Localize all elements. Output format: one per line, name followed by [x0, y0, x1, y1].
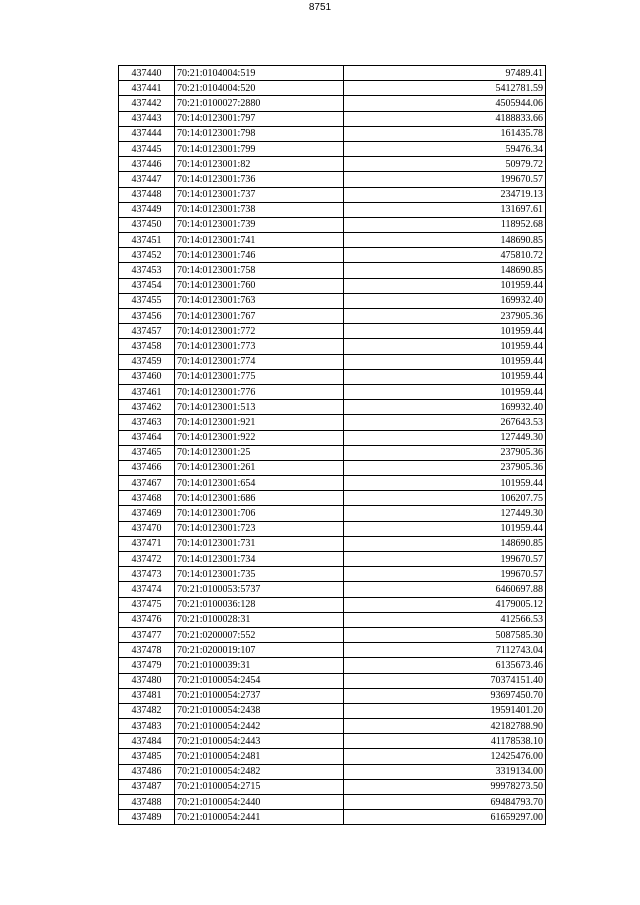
row-number-cell: 437465: [119, 445, 175, 460]
table-row: [119, 552, 546, 567]
row-number-cell: 437476: [119, 612, 175, 627]
cadastral-value-cell: 199670.57: [344, 552, 546, 567]
cadastral-number-cell: 70:21:0100054:2441: [175, 810, 344, 825]
row-number-cell: 437475: [119, 597, 175, 612]
table-row: [119, 506, 546, 521]
row-number-cell: 437470: [119, 521, 175, 536]
row-number-cell: 437440: [119, 66, 175, 81]
cadastral-number-cell: 70:21:0100053:5737: [175, 582, 344, 597]
table-row: [119, 460, 546, 475]
cadastral-value-cell: 19591401.20: [344, 703, 546, 718]
table-row: [119, 658, 546, 673]
cadastral-value-cell: 148690.85: [344, 233, 546, 248]
row-number-cell: 437478: [119, 643, 175, 658]
row-number-cell: 437488: [119, 795, 175, 810]
cadastral-value-cell: 127449.30: [344, 430, 546, 445]
row-number-cell: 437486: [119, 764, 175, 779]
row-number-cell: 437468: [119, 491, 175, 506]
row-number-cell: 437464: [119, 430, 175, 445]
row-number-cell: 437462: [119, 400, 175, 415]
cadastral-number-cell: 70:21:0100054:2443: [175, 734, 344, 749]
row-number-cell: 437448: [119, 187, 175, 202]
table-row: [119, 233, 546, 248]
cadastral-value-cell: 6460697.88: [344, 582, 546, 597]
cadastral-number-cell: 70:14:0123001:734: [175, 552, 344, 567]
row-number-cell: 437489: [119, 810, 175, 825]
cadastral-number-cell: 70:21:0104004:520: [175, 81, 344, 96]
row-number-cell: 437471: [119, 536, 175, 551]
table-row: [119, 324, 546, 339]
table-row: [119, 157, 546, 172]
table-row: [119, 673, 546, 688]
cadastral-number-cell: 70:21:0100054:2440: [175, 795, 344, 810]
cadastral-number-cell: 70:21:0100036:128: [175, 597, 344, 612]
cadastral-value-cell: 127449.30: [344, 506, 546, 521]
row-number-cell: 437479: [119, 658, 175, 673]
cadastral-number-cell: 70:14:0123001:731: [175, 536, 344, 551]
cadastral-number-cell: 70:14:0123001:25: [175, 445, 344, 460]
row-number-cell: 437451: [119, 233, 175, 248]
cadastral-value-cell: 7112743.04: [344, 643, 546, 658]
cadastral-number-cell: 70:21:0200019:107: [175, 643, 344, 658]
row-number-cell: 437453: [119, 263, 175, 278]
row-number-cell: 437450: [119, 217, 175, 232]
table-row: [119, 445, 546, 460]
cadastral-number-cell: 70:14:0123001:738: [175, 202, 344, 217]
cadastral-value-cell: 5087585.30: [344, 627, 546, 642]
cadastral-number-cell: 70:14:0123001:763: [175, 293, 344, 308]
row-number-cell: 437481: [119, 688, 175, 703]
table-row: [119, 567, 546, 582]
table-row: [119, 263, 546, 278]
row-number-cell: 437467: [119, 476, 175, 491]
table-row: [119, 688, 546, 703]
cadastral-value-cell: 5412781.59: [344, 81, 546, 96]
table-row: [119, 521, 546, 536]
table-body: [119, 66, 546, 825]
row-number-cell: 437454: [119, 278, 175, 293]
table-row: [119, 719, 546, 734]
cadastral-number-cell: 70:21:0100054:2438: [175, 703, 344, 718]
cadastral-number-cell: 70:14:0123001:723: [175, 521, 344, 536]
cadastral-number-cell: 70:14:0123001:922: [175, 430, 344, 445]
cadastral-number-cell: 70:14:0123001:513: [175, 400, 344, 415]
cadastral-value-cell: 4188833.66: [344, 111, 546, 126]
cadastral-number-cell: 70:14:0123001:772: [175, 324, 344, 339]
table-row: [119, 476, 546, 491]
cadastral-value-cell: 41178538.10: [344, 734, 546, 749]
table-row: [119, 627, 546, 642]
table-row: [119, 66, 546, 81]
row-number-cell: 437463: [119, 415, 175, 430]
table-row: [119, 81, 546, 96]
cadastral-number-cell: 70:14:0123001:82: [175, 157, 344, 172]
cadastral-number-cell: 70:14:0123001:686: [175, 491, 344, 506]
table-row: [119, 354, 546, 369]
cadastral-number-cell: 70:14:0123001:746: [175, 248, 344, 263]
row-number-cell: 437447: [119, 172, 175, 187]
cadastral-value-cell: 237905.36: [344, 445, 546, 460]
cadastral-value-cell: 61659297.00: [344, 810, 546, 825]
cadastral-value-cell: 99978273.50: [344, 779, 546, 794]
table-row: [119, 217, 546, 232]
cadastral-number-cell: 70:14:0123001:654: [175, 476, 344, 491]
table-row: [119, 141, 546, 156]
cadastral-value-cell: 42182788.90: [344, 719, 546, 734]
row-number-cell: 437480: [119, 673, 175, 688]
table-row: [119, 172, 546, 187]
cadastral-number-cell: 70:21:0100054:2482: [175, 764, 344, 779]
row-number-cell: 437442: [119, 96, 175, 111]
row-number-cell: 437446: [119, 157, 175, 172]
row-number-cell: 437455: [119, 293, 175, 308]
table-row: [119, 734, 546, 749]
cadastral-number-cell: 70:14:0123001:799: [175, 141, 344, 156]
cadastral-number-cell: 70:14:0123001:741: [175, 233, 344, 248]
cadastral-value-cell: 59476.34: [344, 141, 546, 156]
cadastral-value-cell: 101959.44: [344, 324, 546, 339]
cadastral-value-cell: 101959.44: [344, 521, 546, 536]
cadastral-number-cell: 70:21:0100039:31: [175, 658, 344, 673]
cadastral-value-cell: 50979.72: [344, 157, 546, 172]
cadastral-value-cell: 148690.85: [344, 536, 546, 551]
table-row: [119, 810, 546, 825]
row-number-cell: 437460: [119, 369, 175, 384]
table-row: [119, 612, 546, 627]
cadastral-number-cell: 70:21:0100027:2880: [175, 96, 344, 111]
table-row: [119, 597, 546, 612]
table-row: [119, 795, 546, 810]
cadastral-value-cell: 118952.68: [344, 217, 546, 232]
cadastral-number-cell: 70:14:0123001:736: [175, 172, 344, 187]
row-number-cell: 437474: [119, 582, 175, 597]
cadastral-value-cell: 4179005.12: [344, 597, 546, 612]
cadastral-number-cell: 70:14:0123001:735: [175, 567, 344, 582]
table-row: [119, 491, 546, 506]
table-row: [119, 764, 546, 779]
table-row: [119, 309, 546, 324]
cadastral-value-cell: 131697.61: [344, 202, 546, 217]
cadastral-value-cell: 101959.44: [344, 354, 546, 369]
cadastral-value-cell: 93697450.70: [344, 688, 546, 703]
cadastral-number-cell: 70:14:0123001:261: [175, 460, 344, 475]
cadastral-value-cell: 169932.40: [344, 293, 546, 308]
cadastral-number-cell: 70:14:0123001:773: [175, 339, 344, 354]
cadastral-number-cell: 70:21:0100054:2481: [175, 749, 344, 764]
row-number-cell: 437445: [119, 141, 175, 156]
cadastral-value-cell: 412566.53: [344, 612, 546, 627]
cadastral-number-cell: 70:14:0123001:774: [175, 354, 344, 369]
table-row: [119, 430, 546, 445]
row-number-cell: 437444: [119, 126, 175, 141]
row-number-cell: 437443: [119, 111, 175, 126]
cadastral-value-cell: 3319134.00: [344, 764, 546, 779]
table-row: [119, 202, 546, 217]
cadastral-value-cell: 101959.44: [344, 278, 546, 293]
row-number-cell: 437473: [119, 567, 175, 582]
row-number-cell: 437472: [119, 552, 175, 567]
cadastral-number-cell: 70:14:0123001:739: [175, 217, 344, 232]
cadastral-value-cell: 106207.75: [344, 491, 546, 506]
table-row: [119, 126, 546, 141]
cadastral-number-cell: 70:14:0123001:775: [175, 369, 344, 384]
row-number-cell: 437461: [119, 384, 175, 399]
table-row: [119, 111, 546, 126]
row-number-cell: 437482: [119, 703, 175, 718]
cadastral-value-cell: 69484793.70: [344, 795, 546, 810]
cadastral-value-cell: 148690.85: [344, 263, 546, 278]
cadastral-value-cell: 101959.44: [344, 369, 546, 384]
cadastral-value-cell: 97489.41: [344, 66, 546, 81]
row-number-cell: 437485: [119, 749, 175, 764]
cadastral-number-cell: 70:21:0100054:2715: [175, 779, 344, 794]
cadastral-number-cell: 70:21:0100054:2454: [175, 673, 344, 688]
cadastral-value-cell: 101959.44: [344, 476, 546, 491]
cadastral-value-cell: 101959.44: [344, 384, 546, 399]
table-row: [119, 400, 546, 415]
cadastral-number-cell: 70:21:0100054:2442: [175, 719, 344, 734]
cadastral-value-cell: 199670.57: [344, 172, 546, 187]
cadastral-number-cell: 70:21:0100054:2737: [175, 688, 344, 703]
table-row: [119, 248, 546, 263]
cadastral-number-cell: 70:14:0123001:706: [175, 506, 344, 521]
row-number-cell: 437458: [119, 339, 175, 354]
table-row: [119, 415, 546, 430]
table-row: [119, 187, 546, 202]
row-number-cell: 437449: [119, 202, 175, 217]
cadastral-value-cell: 267643.53: [344, 415, 546, 430]
cadastral-value-cell: 161435.78: [344, 126, 546, 141]
table-row: [119, 293, 546, 308]
cadastral-number-cell: 70:14:0123001:797: [175, 111, 344, 126]
row-number-cell: 437457: [119, 324, 175, 339]
cadastral-value-cell: 12425476.00: [344, 749, 546, 764]
row-number-cell: 437441: [119, 81, 175, 96]
table-row: [119, 749, 546, 764]
table-row: [119, 96, 546, 111]
row-number-cell: 437487: [119, 779, 175, 794]
row-number-cell: 437456: [119, 309, 175, 324]
cadastral-value-cell: 4505944.06: [344, 96, 546, 111]
cadastral-value-table: [118, 65, 546, 825]
row-number-cell: 437452: [119, 248, 175, 263]
table-row: [119, 369, 546, 384]
row-number-cell: 437466: [119, 460, 175, 475]
cadastral-value-cell: 169932.40: [344, 400, 546, 415]
cadastral-number-cell: 70:21:0100028:31: [175, 612, 344, 627]
table-row: [119, 703, 546, 718]
table-row: [119, 582, 546, 597]
cadastral-value-cell: 234719.13: [344, 187, 546, 202]
row-number-cell: 437483: [119, 719, 175, 734]
cadastral-value-cell: 6135673.46: [344, 658, 546, 673]
cadastral-number-cell: 70:21:0200007:552: [175, 627, 344, 642]
row-number-cell: 437477: [119, 627, 175, 642]
cadastral-value-cell: 237905.36: [344, 460, 546, 475]
row-number-cell: 437459: [119, 354, 175, 369]
row-number-cell: 437484: [119, 734, 175, 749]
cadastral-number-cell: 70:14:0123001:921: [175, 415, 344, 430]
cadastral-number-cell: 70:14:0123001:798: [175, 126, 344, 141]
cadastral-value-cell: 237905.36: [344, 309, 546, 324]
cadastral-number-cell: 70:21:0104004:519: [175, 66, 344, 81]
cadastral-value-cell: 199670.57: [344, 567, 546, 582]
cadastral-number-cell: 70:14:0123001:767: [175, 309, 344, 324]
table-row: [119, 339, 546, 354]
cadastral-value-cell: 101959.44: [344, 339, 546, 354]
cadastral-value-cell: 70374151.40: [344, 673, 546, 688]
row-number-cell: 437469: [119, 506, 175, 521]
cadastral-number-cell: 70:14:0123001:760: [175, 278, 344, 293]
table-row: [119, 536, 546, 551]
cadastral-number-cell: 70:14:0123001:737: [175, 187, 344, 202]
cadastral-value-cell: 475810.72: [344, 248, 546, 263]
table-row: [119, 779, 546, 794]
table-row: [119, 643, 546, 658]
page-number: 8751: [308, 2, 332, 13]
cadastral-number-cell: 70:14:0123001:776: [175, 384, 344, 399]
table-row: [119, 278, 546, 293]
table-row: [119, 384, 546, 399]
cadastral-number-cell: 70:14:0123001:758: [175, 263, 344, 278]
